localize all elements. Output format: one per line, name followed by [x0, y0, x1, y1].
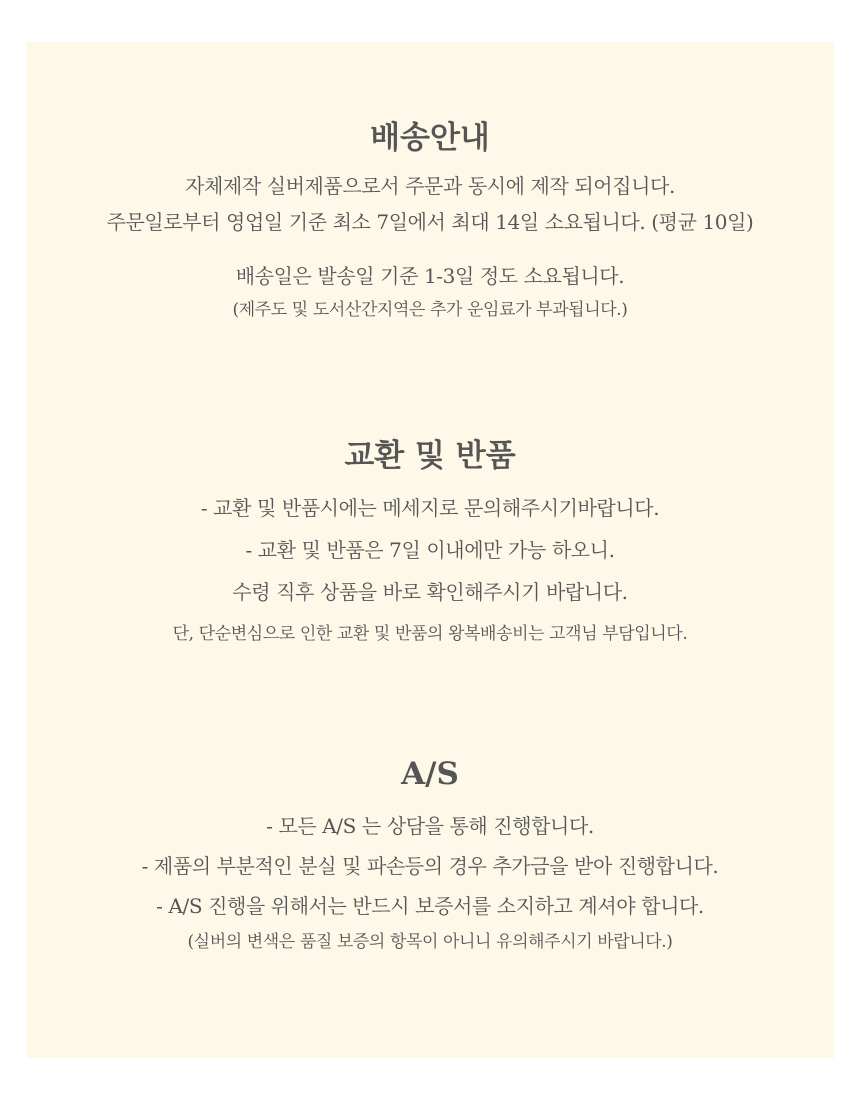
shipping-section: [26, 118, 834, 326]
exchange-title: 교환 및 반품: [344, 438, 516, 474]
shipping-line: 배송일은 발송일 기준 1-3일 정도 소요됩니다.: [235, 264, 625, 288]
exchange-section: [26, 436, 834, 650]
exchange-line: - 교환 및 반품시에는 메세지로 문의해주시기바랍니다.: [200, 496, 660, 520]
as-line: - 모든 A/S 는 상담을 통해 진행합니다.: [266, 814, 594, 838]
as-line: - 제품의 부분적인 분실 및 파손등의 경우 추가금을 받아 진행합니다.: [141, 854, 719, 878]
shipping-title: 배송안내: [370, 120, 490, 156]
info-panel: [26, 42, 834, 1058]
exchange-line: 수령 직후 상품을 바로 확인해주시기 바랍니다.: [232, 580, 628, 604]
exchange-note: 단, 단순변심으로 인한 교환 및 반품의 왕복배송비는 고객님 부담입니다.: [172, 624, 688, 644]
as-note: (실버의 변색은 품질 보증의 항목이 아니니 유의해주시기 바랍니다.): [187, 932, 673, 952]
as-line: - A/S 진행을 위해서는 반드시 보증서를 소지하고 계셔야 합니다.: [156, 894, 704, 918]
shipping-line: 자체제작 실버제품으로서 주문과 동시에 제작 되어집니다.: [185, 174, 675, 198]
shipping-line: 주문일로부터 영업일 기준 최소 7일에서 최대 14일 소요됩니다. (평균 10일): [106, 210, 754, 234]
shipping-note: (제주도 및 도서산간지역은 추가 운임료가 부과됩니다.): [232, 300, 628, 320]
exchange-line: - 교환 및 반품은 7일 이내에만 가능 하오니.: [245, 538, 615, 562]
as-section: [26, 754, 834, 958]
as-title: A/S: [401, 756, 459, 792]
